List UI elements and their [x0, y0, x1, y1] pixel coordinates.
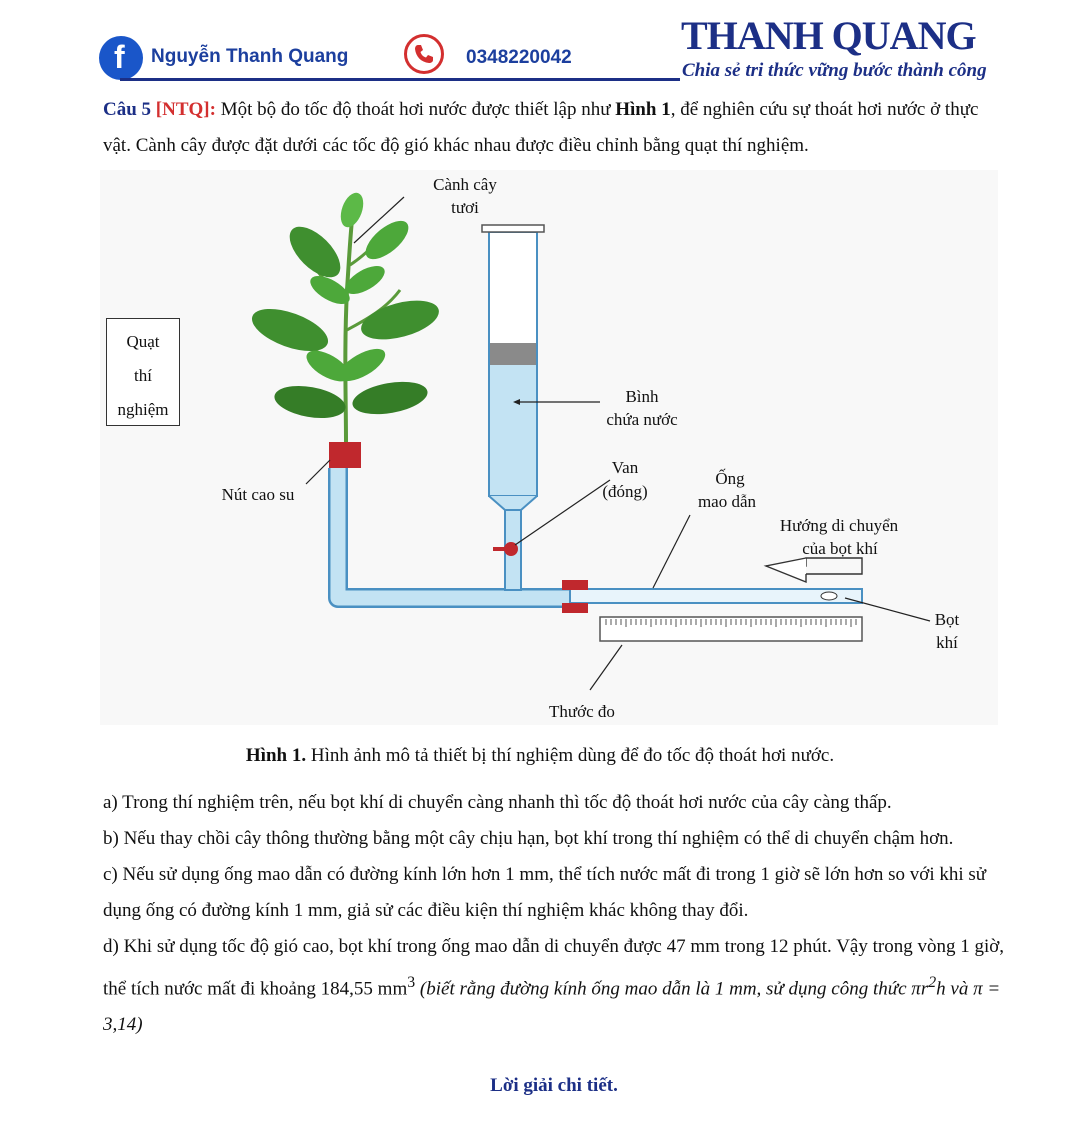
option-d-note-exponent: 2	[928, 974, 937, 991]
figure-reference: Hình 1	[615, 99, 671, 120]
question-text	[103, 92, 1008, 164]
caption-text: Hình ảnh mô tả thiết bị thí nghiệm dùng để đo tốc độ thoát hơi nước.	[306, 745, 835, 766]
caption-label: Hình 1.	[245, 745, 307, 766]
fan-box	[106, 318, 180, 426]
experiment-figure	[100, 170, 998, 725]
bubble-label-line-2: khí	[936, 633, 958, 652]
facebook-icon: f	[99, 36, 143, 80]
option-d-exponent: 3	[407, 974, 416, 991]
option-c: c) Nếu sử dụng ống mao dẫn có đường kính lớn hơn 1 mm, thể tích nước mất đi trong 1 giờ sẽ lớn hơn so với khi sử dụng ống có đường kính 1 mm, giả sử các điều kiện thí nghiệm khác không thay đổi.	[103, 864, 987, 921]
valve-label-line-1: Van	[611, 458, 639, 477]
brand-slogan: Chia sẻ tri thức vững bước thành công	[682, 60, 987, 81]
question-tag: [NTQ]:	[155, 99, 216, 120]
bubble-label-line-1: Bọt	[934, 610, 960, 629]
answer-options	[103, 785, 1008, 1043]
reservoir-label-line-2: chứa nước	[606, 410, 678, 429]
ruler-label: Thước đo	[549, 702, 615, 721]
option-d-note-1: (biết rằng đường kính ống mao dẫn là 1 mm, sử dụng công thức πr	[415, 978, 929, 1000]
capillary-label-line-1: Ống	[715, 469, 745, 488]
reservoir-label-line-1: Bình	[625, 387, 659, 406]
question-text-1: Một bộ đo tốc độ thoát hơi nước được thiết lập như	[215, 99, 616, 120]
experiment-diagram	[100, 170, 998, 725]
branch-label-line-1: Cành cây	[433, 175, 497, 194]
question-label: Câu 5	[103, 99, 152, 120]
direction-label-line-1: Hướng di chuyển	[779, 516, 899, 535]
header-divider	[120, 78, 680, 81]
capillary-label-line-2: mao dẫn	[697, 492, 757, 511]
option-d	[103, 929, 1008, 1043]
stopper-label: Nút cao su	[221, 485, 295, 504]
option-b: b) Nếu thay chồi cây thông thường bằng một cây chịu hạn, bọt khí trong thí nghiệm có thể di chuyển chậm hơn.	[103, 828, 954, 849]
question-text-2: , để nghiên cứu sự thoát hơi nước ở thực vật. Cành cây được đặt dưới các tốc độ gió khác nhau được điều chỉnh bằng quạt thí nghiệm.	[103, 99, 979, 156]
direction-label-line-2: của bọt khí	[802, 539, 878, 558]
author-name: Nguyễn Thanh Quang	[151, 46, 349, 67]
figure-caption	[0, 745, 1080, 767]
fan-label-line-3: nghiệm	[117, 400, 169, 419]
option-d-note-2: h và π = 3,14)	[103, 978, 1001, 1036]
fan-label-line-2: thí	[134, 366, 152, 385]
valve-label-line-2: (đóng)	[602, 482, 648, 501]
solution-heading: Lời giải chi tiết.	[490, 1075, 618, 1096]
fan-label-line-1: Quạt	[126, 332, 160, 351]
branch-label-line-2: tươi	[451, 198, 479, 217]
phone-icon	[404, 34, 444, 74]
phone-number: 0348220042	[466, 47, 572, 68]
brand-title: THANH QUANG	[681, 13, 976, 58]
option-d-text: d) Khi sử dụng tốc độ gió cao, bọt khí trong ống mao dẫn di chuyển được 47 mm trong 12 phút. Vậy trong vòng 1 giờ, thể tích nước mất đi khoảng 184,55 mm	[103, 936, 1005, 1000]
option-a: a) Trong thí nghiệm trên, nếu bọt khí di chuyển càng nhanh thì tốc độ thoát hơi nước của cây càng thấp.	[103, 792, 892, 813]
